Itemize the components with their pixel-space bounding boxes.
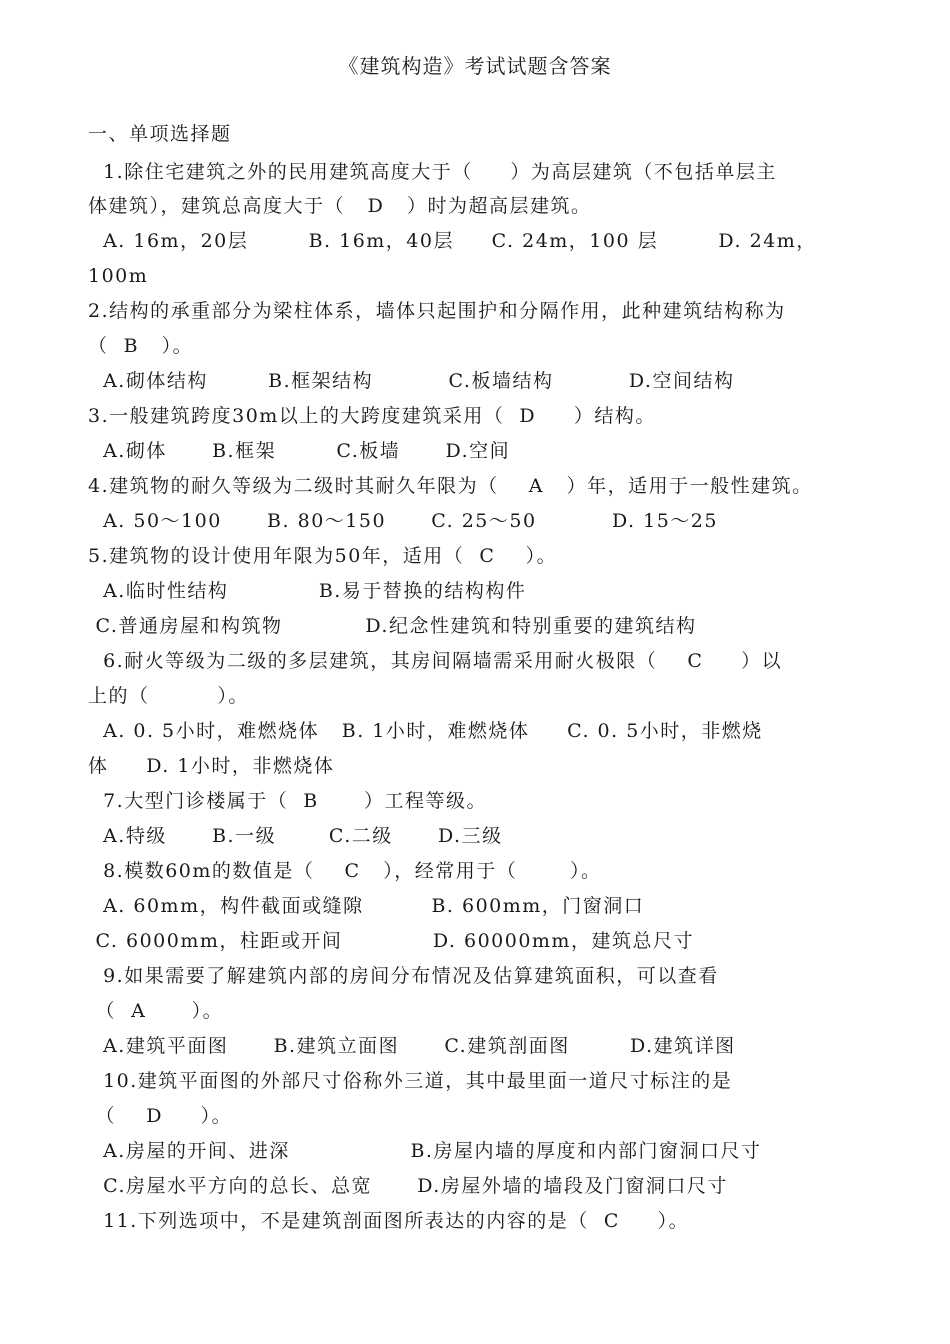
text-line: （ D ）。 [88,1105,233,1127]
text-line: A.建筑平面图 B.建筑立面图 C.建筑剖面图 D.建筑详图 [88,1035,736,1057]
text-line: 100m [88,265,149,287]
text-line: 7.大型门诊楼属于（ B ）工程等级。 [88,790,487,812]
text-line: C. 6000mm，柱距或开间 D. 60000mm，建筑总尺寸 [88,930,694,952]
text-line: 上的（ ）。 [88,685,249,707]
text-line: A.砌体 B.框架 C.板墙 D.空间 [88,440,511,462]
text-line: C.房屋水平方向的总长、总宽 D.房屋外墙的墙段及门窗洞口尺寸 [88,1175,728,1197]
text-line: 9.如果需要了解建筑内部的房间分布情况及估算建筑面积，可以查看 [88,965,719,987]
text-line: 1.除住宅建筑之外的民用建筑高度大于（ ）为高层建筑（不包括单层主 [88,161,777,183]
section-heading: 一、单项选择题 [88,123,232,145]
text-line: 6.耐火等级为二级的多层建筑，其房间隔墙需采用耐火极限（ C ）以 [88,650,783,672]
text-line: A. 50～100 B. 80～150 C. 25～50 D. 15～25 [88,510,718,532]
text-line: 8.模数60m的数值是（ C ），经常用于（ ）。 [88,860,602,882]
text-line: A. 16m，20层 B. 16m，40层 C. 24m，100 层 D. 24m， [88,230,817,252]
text-line: 体 D. 1小时，非燃烧体 [88,755,335,777]
text-line: C.普通房屋和构筑物 D.纪念性建筑和特别重要的建筑结构 [88,615,697,637]
text-line: 5.建筑物的设计使用年限为50年，适用（ C ）。 [88,545,558,567]
text-line: A.特级 B.一级 C.二级 D.三级 [88,825,503,847]
text-line: （ B ）。 [88,335,194,357]
text-line: A. 0. 5小时，难燃烧体 B. 1小时，难燃烧体 C. 0. 5小时，非燃烧 [88,720,763,742]
document-title: 《建筑构造》考试试题含答案 [338,54,612,78]
text-line: 3.一般建筑跨度30m以上的大跨度建筑采用（ D ）结构。 [88,405,656,427]
text-line: 体建筑），建筑总高度大于（ D ）时为超高层建筑。 [88,195,592,217]
text-line: A. 60mm，构件截面或缝隙 B. 600mm，门窗洞口 [88,895,645,917]
text-line: A.房屋的开间、进深 B.房屋内墙的厚度和内部门窗洞口尺寸 [88,1140,762,1162]
text-line: 2.结构的承重部分为梁柱体系，墙体只起围护和分隔作用，此种建筑结构称为 [88,300,786,322]
text-line: 11.下列选项中，不是建筑剖面图所表达的内容的是（ C ）。 [88,1210,690,1232]
text-line: A.临时性结构 B.易于替换的结构构件 [88,580,527,602]
text-line: A.砌体结构 B.框架结构 C.板墙结构 D.空间结构 [88,370,735,392]
text-line: 10.建筑平面图的外部尺寸俗称外三道，其中最里面一道尺寸标注的是 [88,1070,733,1092]
text-line: 4.建筑物的耐久等级为二级时其耐久年限为（ A ）年，适用于一般性建筑。 [88,475,813,497]
text-line: （ A ）。 [88,1000,224,1022]
